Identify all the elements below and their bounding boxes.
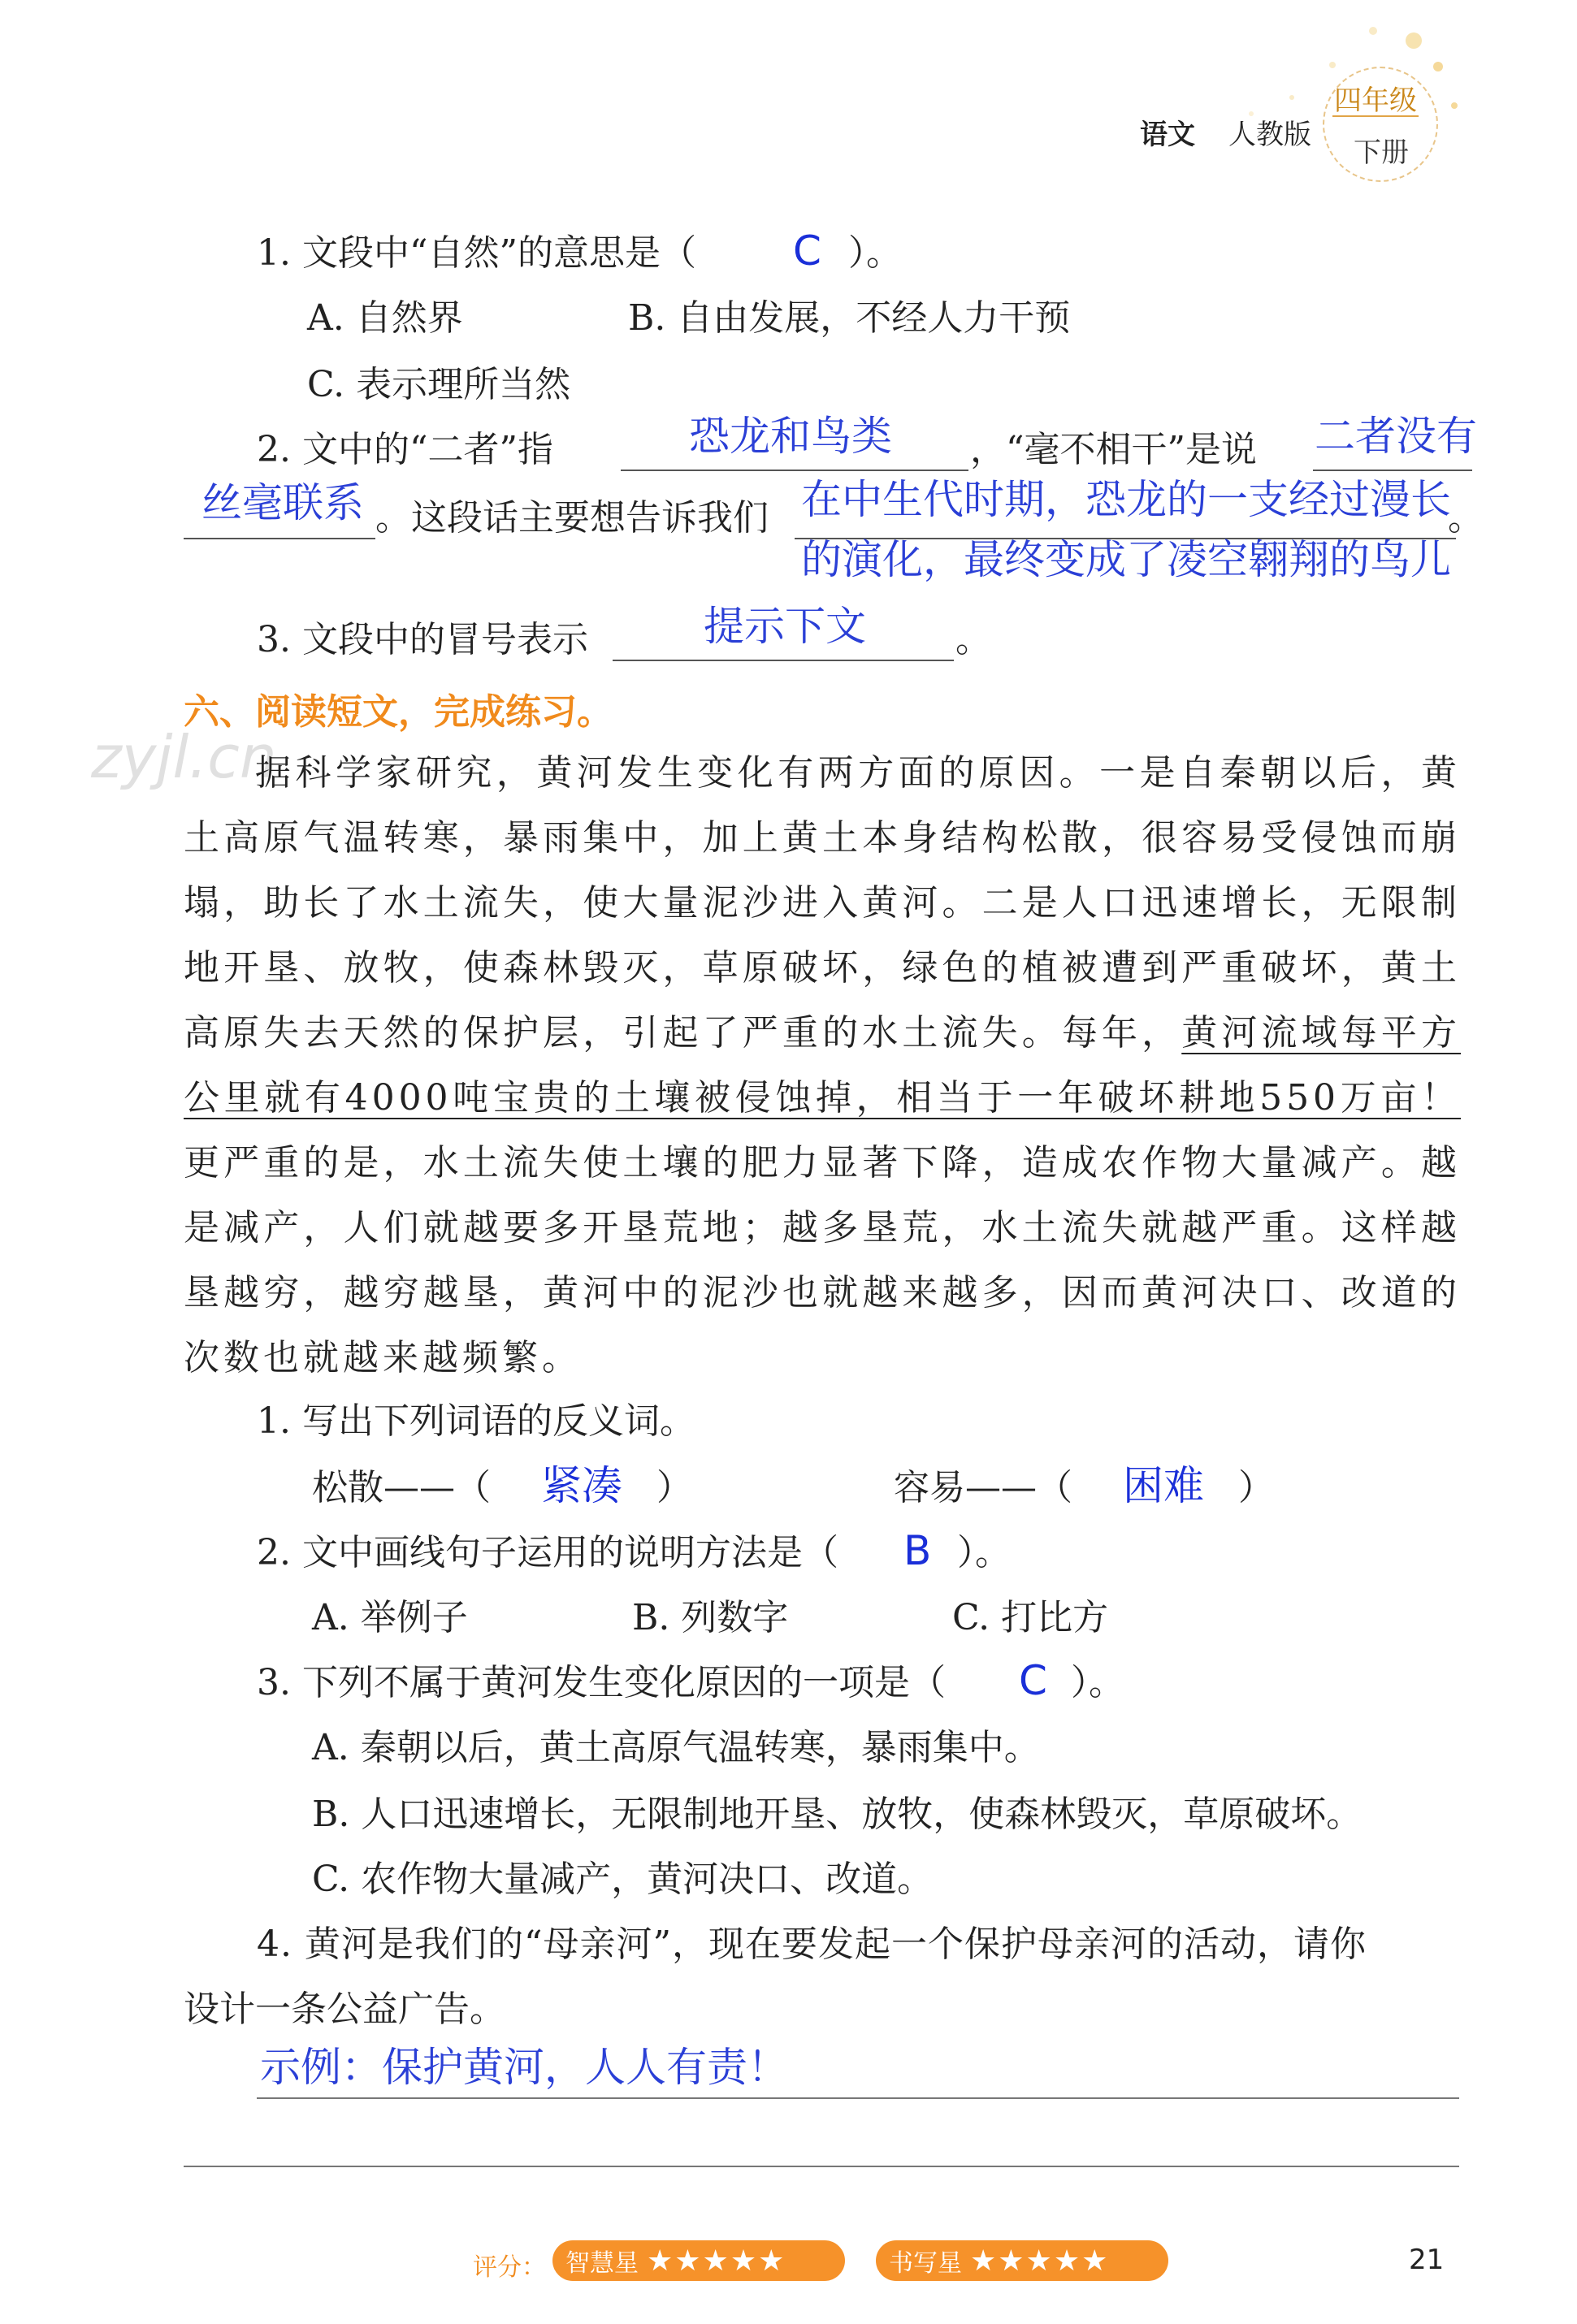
- p6-q1-answer2: 困难: [1123, 1462, 1204, 1509]
- watermark: zyjl.cn: [91, 723, 277, 791]
- p6-q1-word2: 容易——（: [894, 1467, 1072, 1508]
- p5-q3-blank: [613, 660, 954, 661]
- p6-q4-stem-line1: 4. 黄河是我们的“母亲河”，现在要发起一个保护母亲河的活动，请你: [257, 1924, 1367, 1965]
- passage-underlined-sentence: 黄河流域每平方公里就有4000吨宝贵的土壤被侵蚀掉，相当于一年破坏耕地550万亩！: [184, 1012, 1462, 1119]
- p5-q1-option-c: C. 表示理所当然: [307, 364, 571, 405]
- passage-text-after: 更严重的是，水土流失使土壤的肥力显著下降，造成农作物大量减产。越是减产，人们就越要多开垦荒地；越多垦荒，水土流失就越严重。这样越垦越穷，越穷越垦，黄河中的泥沙也就越来越多，因而黄河决口、改道的次数也就越来越频繁。: [184, 1142, 1461, 1378]
- p6-q2-end: ）。: [957, 1532, 1011, 1573]
- p6-q4-stem-line2: 设计一条公益广告。: [184, 1989, 505, 2030]
- p5-q1-answer: C: [793, 227, 821, 275]
- p6-q3-option-b: B. 人口迅速增长，无限制地开垦、放牧，使森林毁灭，草原破坏。: [312, 1794, 1363, 1835]
- header-edition: 人教版: [1228, 119, 1311, 151]
- p6-q2-option-c: C. 打比方: [952, 1597, 1109, 1638]
- p5-q2-blank2a: [1313, 470, 1472, 471]
- writing-label: 书写星: [889, 2249, 962, 2278]
- p5-q3-end: 。: [955, 619, 991, 660]
- p6-q1-word1: 松散——（: [312, 1467, 491, 1508]
- p6-q2-option-a: A. 举例子: [312, 1597, 468, 1638]
- p6-q2-stem: 2. 文中画线句子运用的说明方法是（: [257, 1532, 838, 1573]
- p5-q2-mid: ，“毫不相干”是说: [970, 429, 1257, 470]
- p5-q1-stem: 1. 文段中“自然”的意思是（: [257, 232, 696, 274]
- p6-q4-answer-line1: [257, 2097, 1459, 2099]
- p6-q2-answer: B: [903, 1527, 932, 1574]
- p5-q3-answer: 提示下文: [704, 603, 866, 650]
- wisdom-star-rating: [552, 2240, 845, 2281]
- p5-q2-answer1: 恐龙和鸟类: [689, 413, 892, 460]
- p5-q3-stem: 3. 文段中的冒号表示: [257, 619, 588, 660]
- p5-q2-mid2: 。这段话主要想告诉我们: [375, 497, 769, 539]
- p5-q2-blank1: [621, 470, 968, 471]
- p5-q2-stem: 2. 文中的“二者”指: [257, 429, 553, 470]
- p6-q1-stem: 1. 写出下列词语的反义词。: [257, 1400, 695, 1442]
- p5-q2-end: 。: [1448, 497, 1484, 539]
- p6-q4-answer-line2: [184, 2166, 1459, 2167]
- volume-label: 下册: [1354, 136, 1409, 169]
- p6-q3-stem: 3. 下列不属于黄河发生变化原因的一项是（: [257, 1662, 946, 1703]
- p5-q2-answer2b: 丝毫联系: [201, 479, 364, 526]
- reading-passage: [184, 741, 1461, 1391]
- wisdom-label: 智慧星: [565, 2249, 639, 2278]
- p6-q2-option-b: B. 列数字: [632, 1597, 789, 1638]
- score-label: 评分：: [473, 2253, 546, 2282]
- p6-q1-answer1: 紧凑: [541, 1462, 622, 1509]
- writing-star-rating: [876, 2240, 1168, 2281]
- passage-text-before: 据科学家研究，黄河发生变化有两方面的原因。一是自秦朝以后，黄土高原气温转寒，暴雨集中，加上黄土本身结构松散，很容易受侵蚀而崩塌，助长了水土流失，使大量泥沙进入黄河。二是人口迅速增长，无限制地开垦、放牧，使森林毁灭，草原破坏，绿色的植被遭到严重破坏，黄土高原失去天然的保护层，引起了严重的水土流失。每年，: [184, 752, 1461, 1054]
- p5-q1-option-a: A. 自然界: [307, 297, 463, 339]
- writing-stars-icon: ★★★★★: [970, 2244, 1110, 2278]
- section-title: 六、阅读短文，完成练习。: [184, 691, 613, 733]
- p5-q2-answer2a: 二者没有: [1315, 413, 1477, 460]
- p6-q3-option-a: A. 秦朝以后，黄土高原气温转寒，暴雨集中。: [312, 1727, 1040, 1768]
- p5-q1-option-b: B. 自由发展，不经人力干预: [628, 297, 1071, 339]
- grade-label: 四年级: [1334, 84, 1417, 117]
- p5-q2-answer3a: 在中生代时期，恐龙的一支经过漫长: [801, 476, 1451, 523]
- p6-q3-option-c: C. 农作物大量减产，黄河决口、改道。: [312, 1859, 934, 1900]
- p6-q3-end: ）。: [1071, 1662, 1124, 1703]
- p6-q1-close1: ）: [656, 1467, 692, 1508]
- p6-q3-answer: C: [1019, 1657, 1047, 1704]
- badge-divider: [1332, 115, 1419, 117]
- p5-q2-blank2b: [184, 538, 375, 539]
- p6-q4-answer: 示例：保护黄河，人人有责！: [260, 2044, 788, 2091]
- wisdom-stars-icon: ★★★★★: [647, 2244, 786, 2278]
- p5-q1-end: ）。: [848, 232, 902, 274]
- p5-q2-answer3b: 的演化，最终变成了凌空翱翔的鸟儿: [801, 536, 1451, 583]
- p6-q1-close2: ）: [1238, 1467, 1274, 1508]
- page-number: 21: [1409, 2244, 1445, 2276]
- header-subject: 语文: [1140, 119, 1195, 151]
